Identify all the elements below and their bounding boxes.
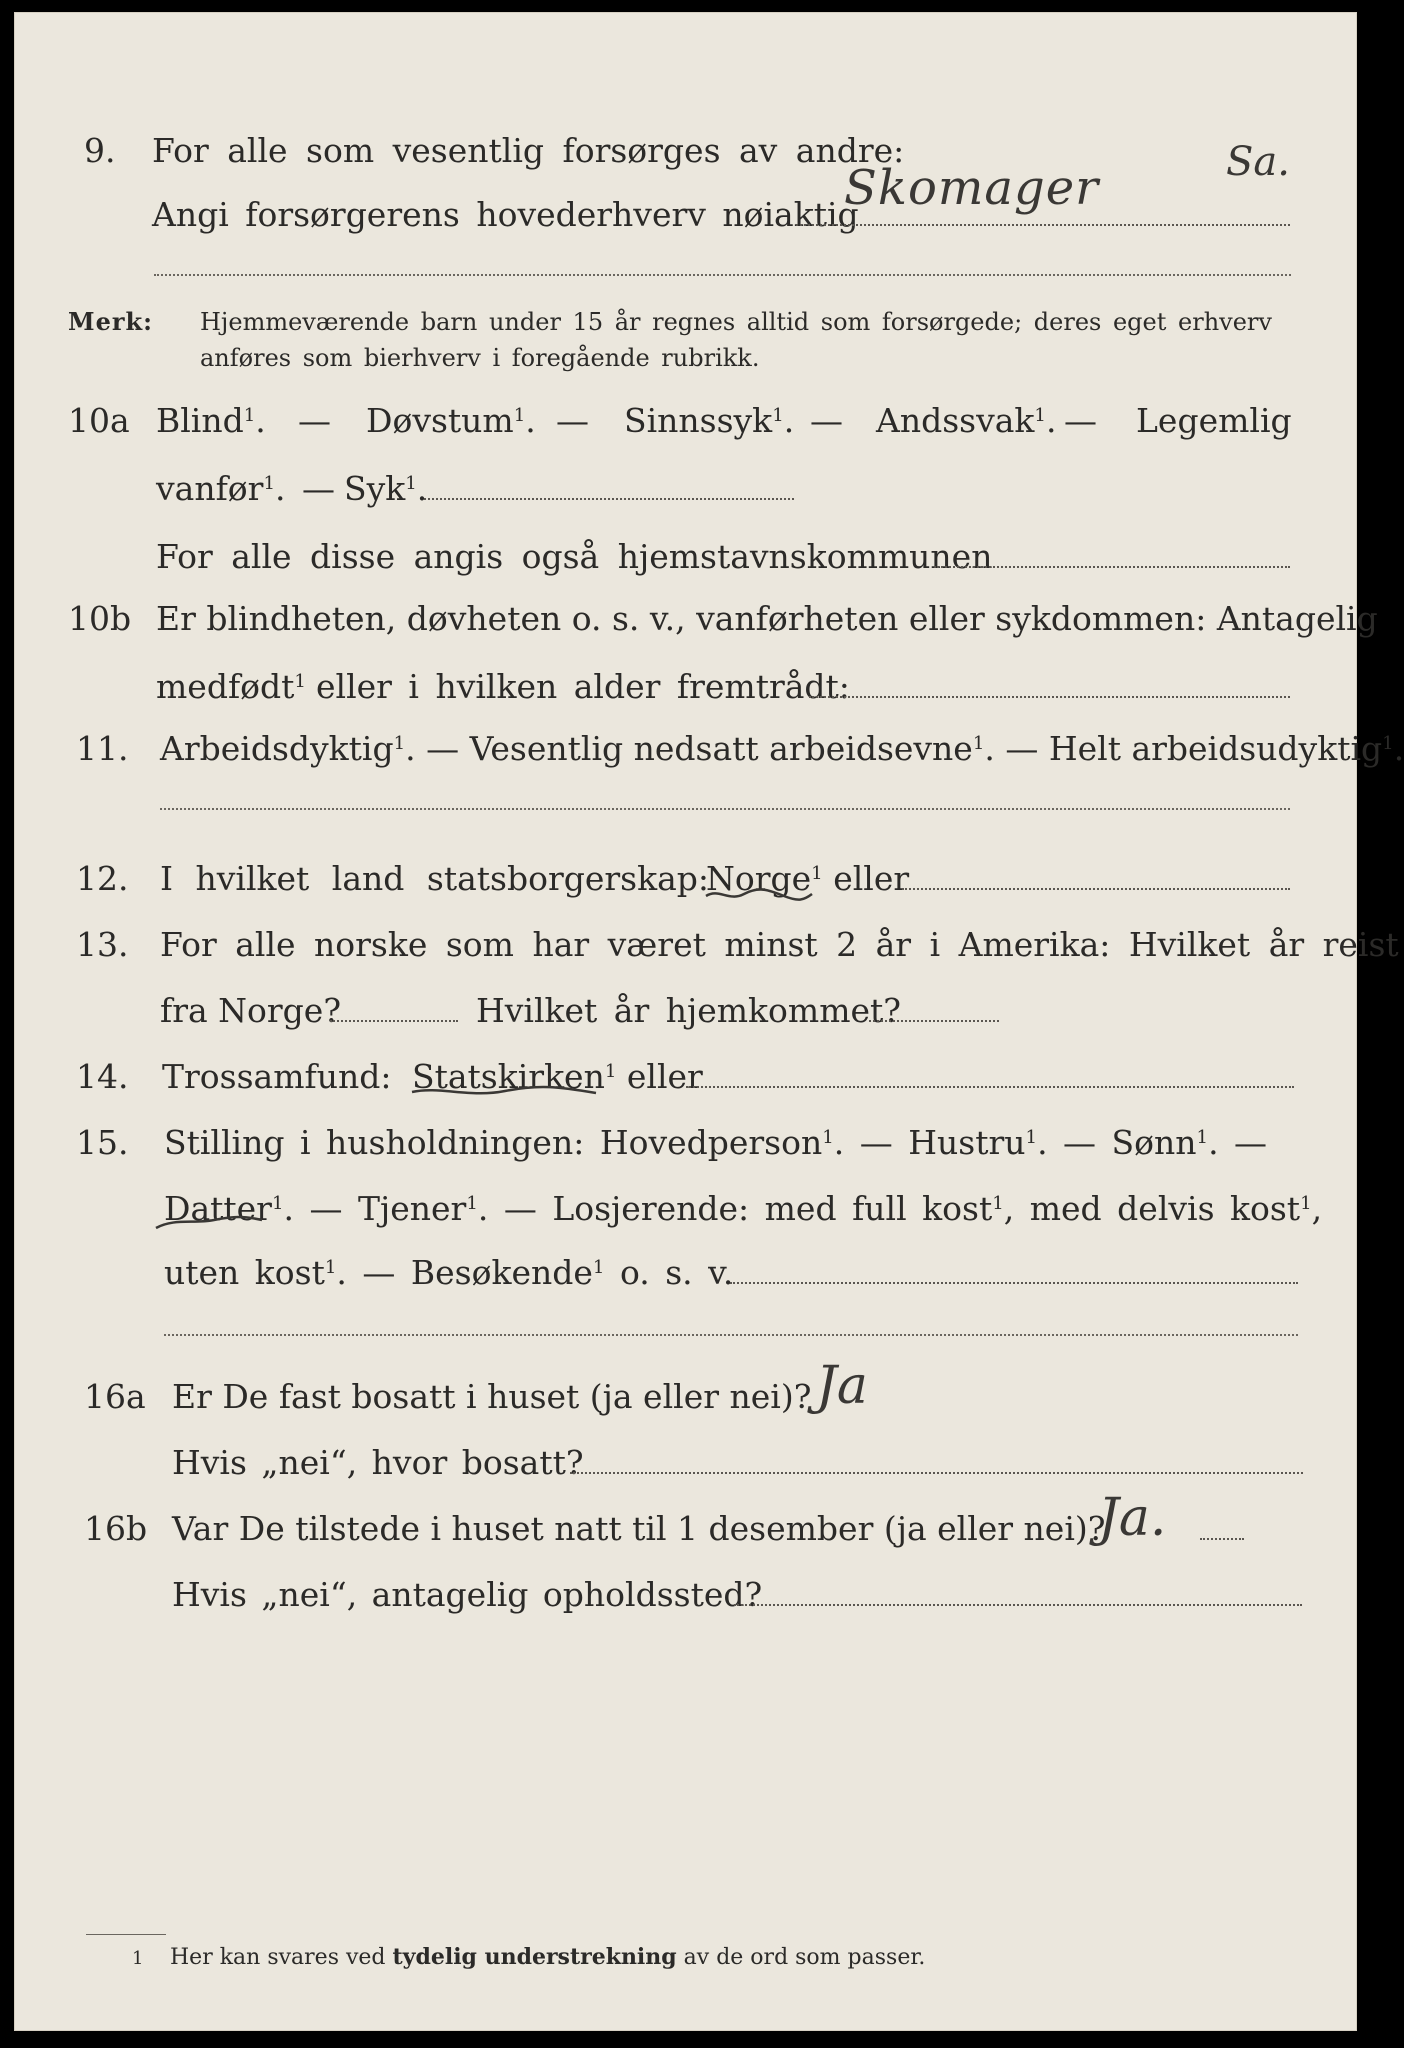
q16a-number: 16a <box>84 1377 146 1416</box>
q12-number: 12. <box>76 859 129 898</box>
merk-line2: anføres som bierhverv i foregående rubrikk. <box>200 344 760 372</box>
q16b-line1: Var De tilstede i huset natt til 1 desember (ja eller nei)? <box>172 1509 1106 1548</box>
q15-second-answer-line[interactable] <box>164 1334 1298 1336</box>
footnote-text: Her kan svares ved tydelig understrekning av de ord som passer. <box>170 1944 926 1970</box>
q12-answer-line[interactable] <box>902 888 1290 890</box>
q10a-vanfor: vanfør$^1$. — <box>156 469 335 508</box>
footnote-mark: 1 <box>132 1948 144 1969</box>
q9-number: 9. <box>84 131 116 170</box>
q10a-dash3: — <box>810 401 843 440</box>
q14-number: 14. <box>76 1057 129 1096</box>
q10a-dash1: — <box>298 401 331 440</box>
q10a-dovstum: Døvstum$^1$. <box>366 401 536 440</box>
q10b-number: 10b <box>68 599 132 638</box>
q10a-blind: Blind$^1$. <box>156 401 266 440</box>
q14-answer-line[interactable] <box>686 1086 1294 1088</box>
q13-line1: For alle norske som har været minst 2 år i Amerika: Hvilket år reist <box>160 925 1399 964</box>
q12-text: I hvilket land statsborgerskap: <box>160 859 710 898</box>
q10a-andssvak: Andssvak$^1$. <box>876 401 1057 440</box>
q10a-syk: Syk$^1$. <box>344 469 428 508</box>
q10a-syk-answer-line[interactable] <box>424 498 794 500</box>
q10a-legemlig: Legemlig <box>1136 401 1292 440</box>
q10b-line2: eller i hvilken alder fremtrådt: <box>316 667 850 706</box>
q12-underline-mark <box>704 886 814 906</box>
q15-line1: Stilling i husholdningen: Hovedperson$^1$. — Hustru$^1$. — Sønn$^1$. — <box>164 1123 1268 1162</box>
q10a-sinnssyk: Sinnssyk$^1$. <box>624 401 795 440</box>
q13-number: 13. <box>76 925 129 964</box>
q15-line2: Datter$^1$. — Tjener$^1$. — Losjerende: med full kost$^1$, med delvis kost$^1$, <box>164 1189 1323 1228</box>
q15-line3: uten kost$^1$. — Besøkende$^1$ o. s. v. <box>164 1253 734 1292</box>
q10a-dash2: — <box>556 401 589 440</box>
census-form-page <box>14 12 1404 2031</box>
q13-hjemkommet-answer-line[interactable] <box>869 1020 999 1022</box>
q9-margin-note: Sa. <box>1226 139 1290 185</box>
merk-label: Merk: <box>68 307 153 336</box>
q10a-hjemstavn-answer-line[interactable] <box>934 566 1290 568</box>
q11-number: 11. <box>76 729 129 768</box>
q13-line2a: fra Norge? <box>160 991 342 1030</box>
q13-reist-answer-line[interactable] <box>330 1020 458 1022</box>
q10a-line3: For alle disse angis også hjemstavnskommunen <box>156 537 993 576</box>
q16b-answer-line[interactable] <box>1200 1538 1244 1540</box>
q15-number: 15. <box>76 1123 129 1162</box>
q13-line2b: Hvilket år hjemkommet? <box>476 991 901 1030</box>
q9-line2: Angi forsørgerens hovederhverv nøiaktig <box>152 195 859 234</box>
q16b-number: 16b <box>84 1509 148 1548</box>
q10b-medfodt: medfødt$^1$ <box>156 667 306 706</box>
q14-underline-mark <box>410 1084 600 1102</box>
q10a-number: 10a <box>68 401 130 440</box>
q16b-answer-handwritten: Ja. <box>1098 1488 1167 1548</box>
q16a-line2: Hvis „nei“, hvor bosatt? <box>172 1443 584 1482</box>
q9-answer-line[interactable] <box>796 224 1290 226</box>
q9-line1: For alle som vesentlig forsørges av andre: <box>152 131 905 170</box>
q12-option-norge: Norge$^1$ eller <box>706 859 910 898</box>
q11-text: Arbeidsdyktig$^1$. — Vesentlig nedsatt arbeidsevne$^1$. — Helt arbeidsudyktig$^1$. <box>160 729 1404 768</box>
q14-text: Trossamfund: <box>162 1057 392 1096</box>
q15-underline-mark <box>154 1212 264 1236</box>
q16a-answer-handwritten: Ja <box>816 1356 868 1416</box>
q10a-dash4: — <box>1064 401 1097 440</box>
q9-answer-handwritten: Skomager <box>844 160 1100 216</box>
q16b-line2: Hvis „nei“, antagelig opholdssted? <box>172 1575 763 1614</box>
merk-line1: Hjemmeværende barn under 15 år regnes alltid som forsørgede; deres eget erhverv <box>200 308 1272 336</box>
q16a-line1: Er De fast bosatt i huset (ja eller nei)? <box>172 1377 812 1416</box>
q15-answer-line[interactable] <box>730 1282 1298 1284</box>
footnote-rule <box>86 1934 166 1935</box>
q9-second-answer-line[interactable] <box>154 274 1291 276</box>
q14-option-statskirken: Statskirken$^1$ eller <box>412 1057 703 1096</box>
q16a-answer-line[interactable] <box>570 1472 1303 1474</box>
q10b-answer-line[interactable] <box>809 696 1290 698</box>
q16b-opholdssted-answer-line[interactable] <box>734 1604 1302 1606</box>
q10b-line1: Er blindheten, døvheten o. s. v., vanførheten eller sykdommen: Antagelig <box>156 599 1378 638</box>
q11-answer-line[interactable] <box>160 808 1290 810</box>
